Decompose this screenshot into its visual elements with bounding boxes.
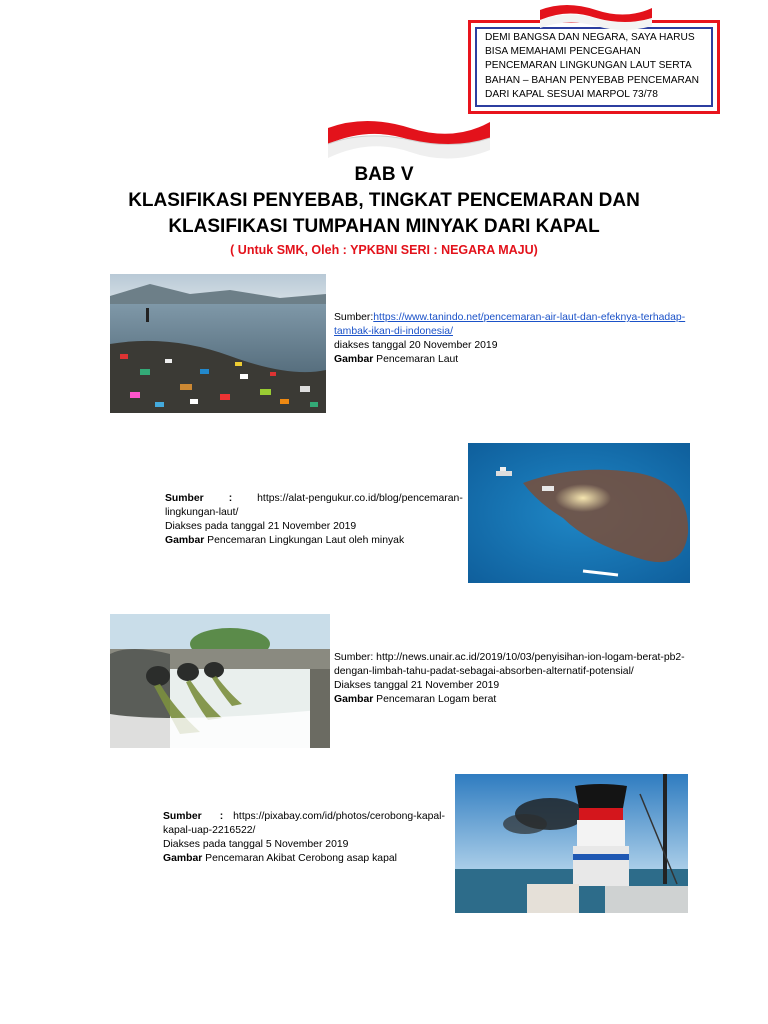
figure-3-source-url-cont: dengan-limbah-tahu-padat-sebagai-absorben-alternatif-potensial/	[334, 666, 634, 677]
motto-text: DEMI BANGSA DAN NEGARA, SAYA HARUS BISA MEMAHAMI PENCEGAHAN PENCEMARAN LINGKUNGAN LAUT SERTA BAHAN – BAHAN PENYEBAB PENCEMARAN DARI KAPAL SESUAI MARPOL 73/78	[485, 32, 699, 100]
figure-3-accessed: Diakses tanggal 21 November 2019	[334, 680, 500, 691]
figure-2-caption	[165, 492, 465, 548]
figure-3-source-url: http://news.unair.ac.id/2019/10/03/penyisihan-ion-logam-berat-pb2-	[373, 652, 685, 663]
chapter-title-line-1: KLASIFIKASI PENYEBAB, TINGKAT PENCEMARAN DAN	[128, 190, 640, 211]
chapter-subtitle: ( Untuk SMK, Oleh : YPKBNI SERI : NEGARA MAJU)	[230, 243, 538, 257]
figure-4-source-url: https://pixabay.com/id/photos/cerobong-kapal-	[233, 811, 445, 822]
figure-2-caption-label: Gambar	[165, 535, 205, 546]
figure-4-caption	[163, 810, 463, 866]
figure-1-source-link-cont[interactable]: tambak-ikan-di-indonesia/	[334, 326, 453, 337]
figure-4-accessed: Diakses pada tanggal 5 November 2019	[163, 839, 349, 850]
figure-2-source-colon: :	[228, 493, 233, 504]
figure-2-source-label: Sumber	[165, 493, 204, 504]
figure-1-source-label: Sumber:	[334, 312, 374, 323]
figure-2-caption-text: Pencemaran Lingkungan Laut oleh minyak	[204, 535, 405, 546]
figure-4-source-colon: :	[219, 811, 224, 822]
photo-waste-discharge-pipes	[110, 614, 330, 748]
figure-1-accessed: diakses tanggal 20 November 2019	[334, 340, 498, 351]
figure-2-accessed: Diakses pada tanggal 21 November 2019	[165, 521, 357, 532]
figure-4-source-url-cont: kapal-uap-2216522/	[163, 825, 256, 836]
chapter-number: BAB V	[354, 164, 414, 185]
chapter-title-line-2: KLASIFIKASI TUMPAHAN MINYAK DARI KAPAL	[168, 216, 600, 237]
figure-4-caption-label: Gambar	[163, 853, 203, 864]
figure-1-caption-label: Gambar	[334, 354, 374, 365]
indonesian-flag-large	[326, 114, 492, 160]
photo-sea-pollution-trash	[110, 274, 326, 413]
indonesian-flag-small	[536, 2, 656, 30]
figure-1-source-link[interactable]: https://www.tanindo.net/pencemaran-air-laut-dan-efeknya-terhadap-	[373, 312, 686, 323]
motto-box	[468, 20, 720, 114]
photo-oil-spill	[468, 443, 690, 583]
figure-3-source-label: Sumber:	[334, 652, 374, 663]
photo-ship-chimney-smoke	[455, 774, 688, 913]
figure-2-source-url-cont: lingkungan-laut/	[165, 507, 239, 518]
figure-2-source-url: https://alat-pengukur.co.id/blog/pencemaran-	[257, 493, 463, 504]
figure-1-caption-text: Pencemaran Laut	[373, 354, 459, 365]
figure-3-caption-label: Gambar	[334, 694, 374, 705]
figure-3-caption	[334, 651, 754, 707]
figure-4-source-label: Sumber	[163, 811, 202, 822]
figure-4-caption-text: Pencemaran Akibat Cerobong asap kapal	[202, 853, 397, 864]
figure-1-caption	[334, 311, 734, 367]
figure-3-caption-text: Pencemaran Logam berat	[373, 694, 497, 705]
